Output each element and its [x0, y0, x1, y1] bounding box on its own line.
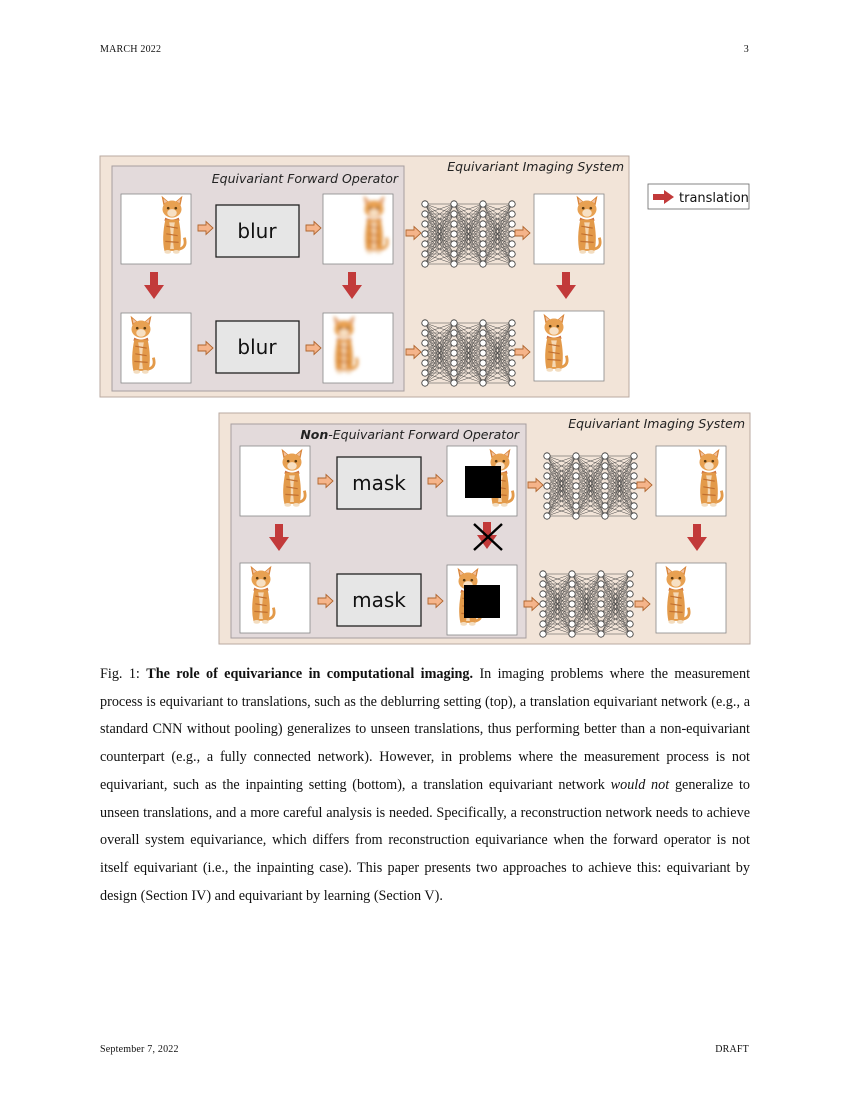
- translated-cat-image: [240, 563, 310, 633]
- top-panel: [100, 156, 629, 397]
- top-system-label: Equivariant Imaging System: [447, 159, 624, 174]
- top-operator-label: Equivariant Forward Operator: [211, 171, 398, 186]
- figure-caption: [100, 661, 750, 910]
- bottom-system-label: Equivariant Imaging System: [568, 416, 745, 431]
- blurred-cat-image: [323, 313, 393, 383]
- page-number: 3: [743, 44, 749, 55]
- mask-operator-label: mask: [352, 588, 406, 612]
- operator-suffix: -Equivariant Forward Operator: [328, 427, 519, 442]
- reconstructed-cat-image: [534, 311, 604, 381]
- translated-cat-image: [121, 313, 191, 383]
- caption-text-2: generalize to unseen translations, and a more careful analysis is needed. Specifically, a reconstruction network needs to achieve overall system equivariance, which differs from reconstruction equivariance when the forward operator is not itself equivariant (i.e., the inpainting case). This paper presents two approaches to achieve this: equivariant by design (Section IV) and equivariant by learning (Section V).: [100, 776, 750, 904]
- legend-label: translation: [679, 191, 749, 206]
- caption-text-1: In imaging problems where the measurement process is equivariant to translations, such as the deblurring setting (top), a translation equivariant network (e.g., a standard CNN without pooling) generalizes to unseen translations, thus performing better than a non-equivariant counterpart (e.g., a fully connected network). However, in problems where the measurement process is not equivariant, such as the inpainting setting (bottom), a translation equivariant network: [100, 666, 751, 793]
- reconstructed-cat-image: [656, 563, 726, 633]
- bottom-panel: [219, 413, 750, 644]
- footer-date: September 7, 2022: [100, 1044, 179, 1055]
- blur-operator-label: blur: [237, 219, 277, 243]
- legend: [648, 184, 749, 209]
- operator-prefix: Non: [300, 427, 329, 442]
- bottom-operator-label: [300, 427, 520, 442]
- blur-operator-label: blur: [237, 335, 277, 359]
- mask-block: [465, 466, 501, 498]
- caption-label: Fig. 1:: [100, 666, 140, 682]
- running-header-date: MARCH 2022: [100, 44, 162, 55]
- mask-operator-label: mask: [352, 471, 406, 495]
- caption-emphasis: would not: [610, 776, 670, 793]
- caption-title: The role of equivariance in computational imaging.: [146, 666, 474, 682]
- footer-status: DRAFT: [715, 1044, 749, 1055]
- mask-block: [464, 585, 500, 618]
